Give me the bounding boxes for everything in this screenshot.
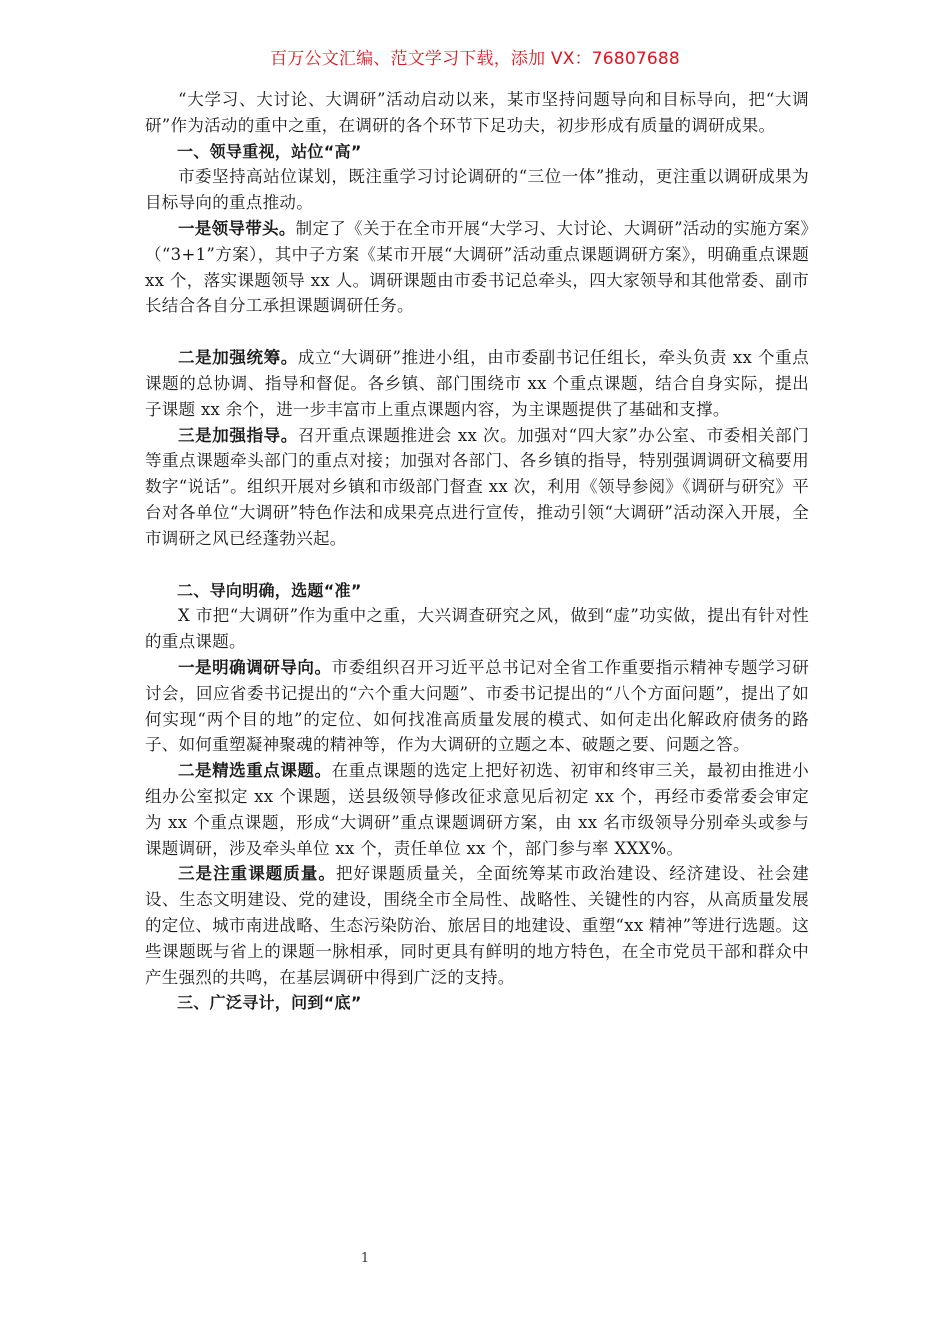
section-summary-2: X 市把“大调研”作为重中之重，大兴调查研究之风，做到“虚”功实做，提出有针对性的重点课题。 <box>145 606 809 652</box>
paragraph-gap <box>145 319 809 345</box>
item-text: 制定了《关于在全市开展“大学习、大讨论、大调研”活动的实施方案》（“3+1”方案），其中子方案《某市开展“大调研”活动重点课题调研方案》，明确重点课题 xx 个，落实课题领导 xx 人。调研课题由市委书记总牵头，四大家领导和其他常委、副市长结合各自分工承担课题调研任务。 <box>145 218 809 316</box>
section-heading-3: 三、广泛寻计，问到“底” <box>177 993 362 1013</box>
item-lead: 三是注重课题质量。 <box>178 864 336 884</box>
section-heading-1: 一、领导重视，站位“高” <box>177 141 362 161</box>
item-text: 在重点课题的选定上把好初选、初审和终审三关，最初由推进小组办公室拟定 xx 个课题，送县级领导修改征求意见后初定 xx 个，再经市委常委会审定为 xx 个重点课题，形成“大调研”重点课题调研方案，由 xx 名市级领导分别牵头或参与课题调研，涉及牵头单位 xx 个，责任单位 xx 个，部门参与率 XXX%。 <box>145 761 810 858</box>
intro-paragraph: “大学习、大讨论、大调研”活动启动以来，某市坚持问题导向和目标导向，把“大调研”作为活动的重中之重，在调研的各个环节下足功夫，初步形成有质量的调研成果。 <box>145 90 809 135</box>
document-body <box>145 87 809 1016</box>
item-text: 把好课题质量关，全面统筹某市政治建设、经济建设、社会建设、生态文明建设、党的建设，围绕全市全局性、战略性、关键性的内容，从高质量发展的定位、城市南进战略、生态污染防治、旅居目的地建设、重塑“xx 精神”等进行选题。这些课题既与省上的课题一脉相承，同时更具有鲜明的地方特色，在全市党员干部和群众中产生强烈的共鸣，在基层调研中得到广泛的支持。 <box>145 864 809 987</box>
section2-item-1 <box>145 655 809 758</box>
item-lead: 二是精选重点课题。 <box>178 761 332 781</box>
section-summary-1: 市委坚持高站位谋划，既注重学习讨论调研的“三位一体”推动，更注重以调研成果为目标导向的重点推动。 <box>145 167 809 213</box>
section1-item-1 <box>145 216 809 319</box>
section1-item-2 <box>145 345 809 422</box>
section2-item-3 <box>145 861 809 990</box>
section-heading-2: 二、导向明确，选题“准” <box>177 580 362 600</box>
paragraph-gap <box>145 552 809 578</box>
item-lead: 一是明确调研导向。 <box>178 657 332 677</box>
item-text: 成立“大调研”推进小组，由市委副书记任组长，牵头负责 xx 个重点课题的总协调、指导和督促。各乡镇、部门围绕市 xx 个重点课题，结合自身实际，提出子课题 xx 余个，进一步丰富市上重点课题内容，为主课题提供了基础和支撑。 <box>145 348 809 419</box>
item-text: 市委组织召开习近平总书记对全省工作重要指示精神专题学习研讨会，回应省委书记提出的“六个重大问题”、市委书记提出的“八个方面问题”，提出了如何实现“两个目的地”的定位、如何找准高质量发展的模式、如何走出化解政府债务的路子、如何重塑凝神聚魂的精神等，作为大调研的立题之本、破题之要、问题之答。 <box>145 657 810 755</box>
item-lead: 一是领导带头。 <box>178 218 296 238</box>
header-banner: 百万公文汇编、范文学习下载，添加 VX：76807688 <box>270 49 680 69</box>
item-lead: 三是加强指导。 <box>178 425 298 445</box>
page-number: 1 <box>360 1251 370 1266</box>
section1-item-3 <box>145 423 809 552</box>
item-lead: 二是加强统筹。 <box>178 348 298 368</box>
item-text: 召开重点课题推进会 xx 次。加强对“四大家”办公室、市委相关部门等重点课题牵头部门的重点对接；加强对各部门、各乡镇的指导，特别强调调研文稿要用数字“说话”。组织开展对乡镇和市级部门督查 xx 次，利用《领导参阅》《调研与研究》平台对各单位“大调研”特色作法和成果亮点进行宣传，推动引领“大调研”活动深入开展，全市调研之风已经蓬勃兴起。 <box>145 425 809 548</box>
section2-item-2 <box>145 758 809 861</box>
